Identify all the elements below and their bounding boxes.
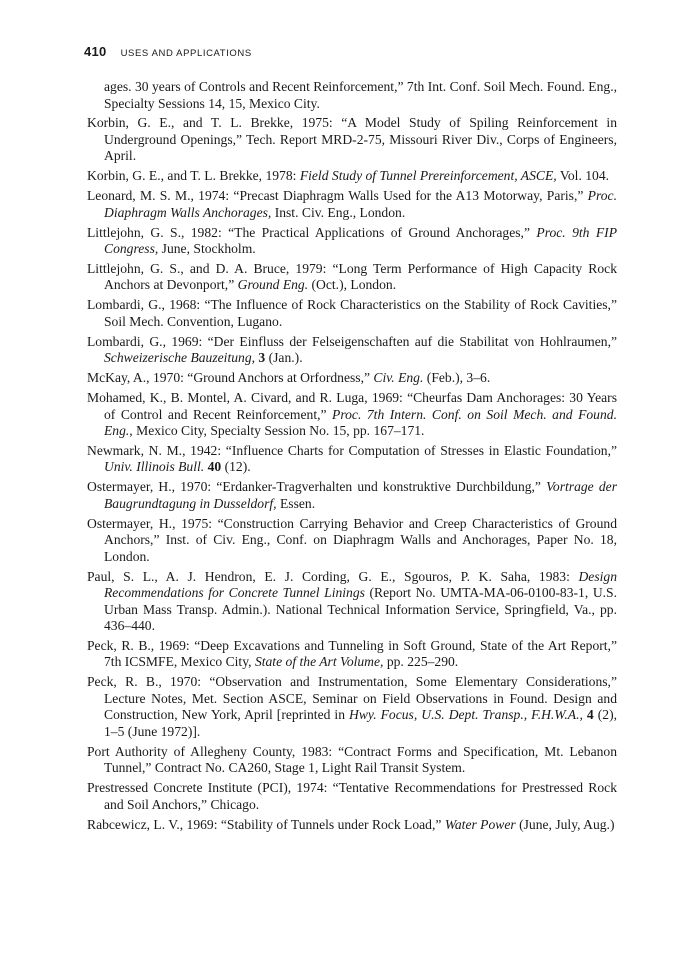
reference-volume: 3: [258, 350, 266, 366]
reference-entry: [87, 188, 617, 221]
reference-text: Vol. 104.: [556, 168, 610, 184]
reference-entry: [87, 817, 617, 834]
reference-entry: [87, 516, 617, 566]
reference-entry: [87, 334, 617, 367]
reference-text: Littlejohn, G. S., and D. A. Bruce, 1979: “Long Term Performance of High Capacity Rock Anchors at Devonport,”: [87, 260, 617, 293]
reference-text: (Oct.), London.: [308, 277, 397, 293]
reference-entry: [87, 674, 617, 740]
reference-italic-text: Schweizerische Bauzeitung,: [104, 350, 256, 366]
reference-entry: [87, 479, 617, 512]
reference-text: Essen.: [276, 495, 316, 511]
reference-text: Korbin, G. E., and T. L. Brekke, 1978:: [87, 168, 300, 184]
reference-text: McKay, A., 1970: “Ground Anchors at Orfordness,”: [87, 370, 374, 386]
running-head: USES AND APPLICATIONS: [120, 48, 252, 59]
reference-entry: [87, 225, 617, 258]
reference-italic-text: Proc. Diaphragm Walls Anchorages,: [104, 188, 617, 220]
reference-text: (Feb.), 3–6.: [423, 370, 491, 386]
reference-entry: [87, 638, 617, 671]
reference-text: Peck, R. B., 1970: “Observation and Instrumentation, Some Elementary Considerations,” Lecture Notes, Met. Section ASCE, Seminar on Field Observations in Found. Design and Construction, New York, April [reprinted in: [87, 674, 617, 723]
reference-text: Lombardi, G., 1969: “Der Einfluss der Felseigenschaften auf die Stabilitat von Hohlraumen,”: [87, 333, 617, 349]
reference-text: Inst. Civ. Eng., London.: [271, 204, 406, 220]
reference-text: June, Stockholm.: [158, 241, 256, 257]
reference-entry: [87, 370, 617, 387]
reference-text: Ostermayer, H., 1970: “Erdanker-Tragverhalten und konstruktive Durchbildung,”: [87, 479, 547, 495]
reference-text: Mexico City, Specialty Session No. 15, pp. 167–171.: [132, 423, 425, 439]
reference-text: Port Authority of Allegheny County, 1983: “Contract Forms and Specification, Mt. Lebanon Tunnel,” Contract No. CA260, Stage 1, Light Rail Transit System.: [87, 743, 617, 776]
page-number: 410: [84, 44, 107, 59]
reference-italic-text: Water Power: [444, 816, 516, 832]
reference-entry: [87, 744, 617, 777]
reference-italic-text: Design Recommendations for Concrete Tunnel Linings: [104, 568, 617, 601]
reference-text: (Jan.).: [265, 350, 303, 366]
reference-volume: 4: [586, 707, 594, 723]
reference-text: Newmark, N. M., 1942: “Influence Charts for Computation of Stresses in Elastic Foundation,”: [87, 442, 617, 458]
reference-italic-text: Civ. Eng.: [373, 370, 424, 386]
reference-entry: [87, 79, 617, 112]
reference-text: Peck, R. B., 1969: “Deep Excavations and Tunneling in Soft Ground, State of the Art Report,” 7th ICSMFE, Mexico City,: [87, 637, 617, 670]
reference-entry: [87, 390, 617, 440]
reference-text: Littlejohn, G. S., 1982: “The Practical Applications of Ground Anchorages,”: [87, 224, 537, 240]
reference-entry: [87, 115, 617, 165]
reference-text: Leonard, M. S. M., 1974: “Precast Diaphragm Walls Used for the A13 Motorway, Paris,”: [87, 188, 588, 204]
reference-text: Ostermayer, H., 1975: “Construction Carrying Behavior and Creep Characteristics of Ground Anchors,” Inst. of Civ. Eng., Conf. on Diaphragm Walls and Anchorages, Paper No. 18, London.: [87, 515, 617, 564]
reference-text: Rabcewicz, L. V., 1969: “Stability of Tunnels under Rock Load,”: [87, 816, 445, 832]
reference-text: (Report No. UMTA-MA-06-0100-83-1, U.S. Urban Mass Transp. Admin.). National Technical Information Service, Springfield, Va., pp. 436–440.: [104, 585, 617, 634]
reference-entry: [87, 780, 617, 813]
reference-text: Prestressed Concrete Institute (PCI), 1974: “Tentative Recommendations for Prestressed Rock and Soil Anchors,” Chicago.: [87, 780, 617, 812]
reference-volume: 40: [207, 459, 222, 475]
reference-text: ages. 30 years of Controls and Recent Reinforcement,” 7th Int. Conf. Soil Mech. Found. Eng., Specialty Sessions 14, 15, Mexico City.: [104, 79, 617, 111]
reference-italic-text: Hwy. Focus, U.S. Dept. Transp., F.H.W.A.,: [349, 707, 583, 723]
reference-entry: [87, 261, 617, 294]
reference-text: Korbin, G. E., and T. L. Brekke, 1975: “A Model Study of Spiling Reinforcement in Underground Openings,” Tech. Report MRD-2-75, Missouri River Div., Corps of Engineers, April.: [87, 115, 617, 164]
reference-text: (12).: [221, 459, 251, 475]
reference-text: (June, July, Aug.): [515, 816, 615, 832]
page-header: [84, 44, 252, 64]
reference-italic-text: Univ. Illinois Bull.: [104, 459, 205, 475]
reference-entry: [87, 297, 617, 330]
reference-entry: [87, 569, 617, 635]
reference-italic-text: Proc. 7th Intern. Conf. on Soil Mech. and Found. Eng.,: [104, 406, 617, 439]
reference-text: Mohamed, K., B. Montel, A. Civard, and R. Luga, 1969: “Cheurfas Dam Anchorages: 30 Years of Control and Recent Reinforcement,”: [87, 390, 617, 422]
reference-list: [87, 79, 617, 836]
reference-text: Lombardi, G., 1968: “The Influence of Rock Characteristics on the Stability of Rock Cavities,” Soil Mech. Convention, Lugano.: [87, 297, 617, 329]
reference-italic-text: Proc. 9th FIP Congress,: [104, 224, 617, 257]
reference-italic-text: Vortrage der Baugrundtagung in Dusseldorf,: [104, 479, 618, 511]
reference-text: Paul, S. L., A. J. Hendron, E. J. Cording, G. E., Sgouros, P. K. Saha, 1983:: [87, 568, 579, 584]
reference-italic-text: Ground Eng.: [237, 277, 309, 293]
reference-entry: [87, 168, 617, 185]
reference-text: (2), 1–5 (June 1972)].: [104, 707, 617, 739]
reference-text: pp. 225–290.: [383, 654, 459, 670]
reference-italic-text: Field Study of Tunnel Prereinforcement, ASCE,: [299, 168, 557, 184]
reference-italic-text: State of the Art Volume,: [254, 654, 384, 670]
reference-entry: [87, 443, 617, 476]
